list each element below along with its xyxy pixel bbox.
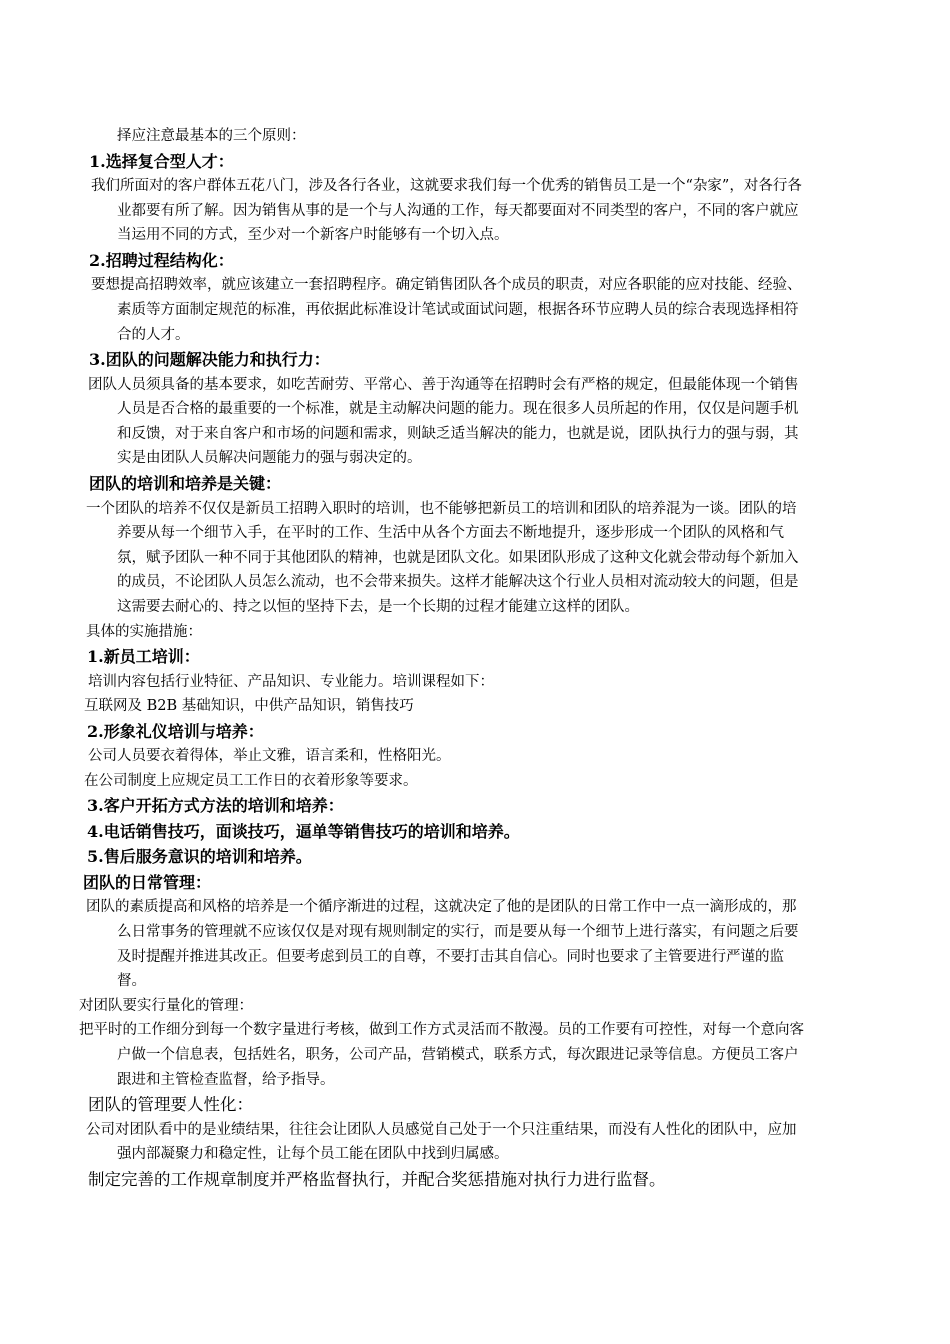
section-heading: 2.形象礼仪培训与培养： [87, 721, 264, 741]
paragraph: 团队的素质提高和风格的培养是一个循序渐进的过程，这就决定了他的是团队的日常工作中一点一滴形成的，那么日常事务的管理就不应该仅仅是对现有规则制定的实行，而是要从每一个细节上进行落实，有问题之后要及时提醒并推进其改正。但要考虑到员工的自尊，不要打击其自信心。同时也要求了主管要进行严谨的监督。 [86, 899, 799, 990]
section-heading: 3.团队的问题解决能力和执行力： [89, 350, 330, 370]
paragraph: 择应注意最基本的三个原则： [117, 128, 306, 144]
paragraph: 要想提高招聘效率，就应该建立一套招聘程序。确定销售团队各个成员的职责，对应各职能的应对技能、经验、素质等方面制定规范的标准，再依据此标准设计笔试或面试问题，根据各环节应聘人员的综合表现选择相符合的人才。 [91, 277, 802, 343]
paragraph: 公司对团队看中的是业绩结果，往往会让团队人员感觉自己处于一个只注重结果，而没有人性化的团队中，应加强内部凝聚力和稳定性，让每个员工能在团队中找到归属感。 [86, 1121, 797, 1163]
paragraph: 具体的实施措施： [86, 623, 202, 640]
section-heading: 1.新员工培训： [87, 647, 200, 667]
section-heading: 5.售后服务意识的培训和培养。 [87, 847, 312, 867]
paragraph: 在公司制度上应规定员工工作日的衣着形象等要求。 [84, 772, 418, 789]
section-heading: 1.选择复合型人才： [89, 151, 234, 171]
paragraph: 我们所面对的客户群体五花八门，涉及各行各业，这就要求我们每一个优秀的销售员工是一个“杂家”，对各行各业都要有所了解。因为销售从事的是一个与人沟通的工作，每天都要面对不同类型的客户，不同的客户就应当运用不同的方式，至少对一个新客户时能够有一个切入点。 [91, 178, 802, 244]
paragraph: 一个团队的培养不仅仅是新员工招聘入职时的培训，也不能够把新员工的培训和团队的培养混为一谈。团队的培养要从每一个细节入手，在平时的工作、生活中从各个方面去不断地提升，逐步形成一个团队的风格和气氛，赋予团队一种不同于其他团队的精神，也就是团队文化。如果团队形成了这种文化就会带动每个新加入的成员，不论团队人员怎么流动，也不会带来损失。这样才能解决这个行业人员相对流动较大的问题，但是这需要去耐心的、持之以恒的坚持下去，是一个长期的过程才能建立这样的团队。 [86, 500, 799, 615]
section-heading: 团队的日常管理： [83, 872, 212, 892]
paragraph: 公司人员要衣着得体，举止文雅，语言柔和，性格阳光。 [88, 748, 451, 765]
section-heading: 团队的管理要人性化： [88, 1095, 253, 1115]
paragraph: 制定完善的工作规章制度并严格监督执行，并配合奖惩措施对执行力进行监督。 [88, 1169, 666, 1189]
document-body [0, 124, 950, 1193]
paragraph: 互联网及 B2B 基础知识，中供产品知识，销售技巧 [84, 698, 414, 715]
section-heading: 3.客户开拓方式方法的培训和培养： [87, 796, 344, 816]
paragraph: 团队人员须具备的基本要求，如吃苦耐劳、平常心、善于沟通等在招聘时会有严格的规定，但最能体现一个销售人员是否合格的最重要的一个标准，就是主动解决问题的能力。现在很多人员所起的作用，仅仅是问题手机和反馈，对于来自客户和市场的问题和需求，则缺乏适当解决的能力，也就是说，团队执行力的强与弱，其实是由团队人员解决问题能力的强与弱决定的。 [88, 376, 799, 467]
section-heading: 4.电话销售技巧，面谈技巧，逼单等销售技巧的培训和培养。 [87, 821, 520, 841]
section-heading: 团队的培训和培养是关键： [89, 474, 282, 494]
paragraph: 对团队要实行量化的管理： [79, 997, 253, 1014]
paragraph: 把平时的工作细分到每一个数字量进行考核，做到工作方式灵活而不散漫。员的工作要有可控性，对每一个意向客户做一个信息表，包括姓名，职务，公司产品，营销模式，联系方式，每次跟进记录等信息。方便员工客户跟进和主管检查监督，给予指导。 [79, 1022, 804, 1088]
paragraph: 培训内容包括行业特征、产品知识、专业能力。培训课程如下： [88, 673, 494, 690]
section-heading: 2.招聘过程结构化： [89, 250, 234, 270]
